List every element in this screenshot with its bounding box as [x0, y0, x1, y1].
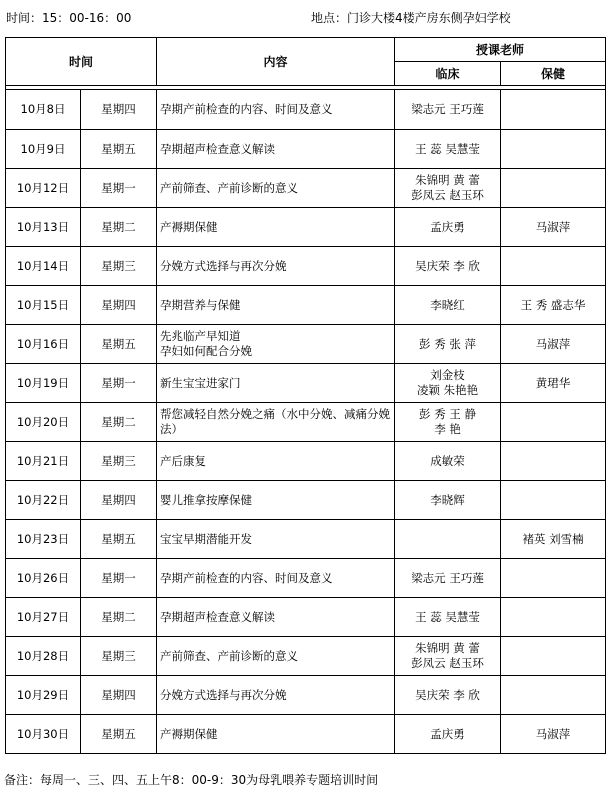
table-row	[6, 442, 606, 481]
clinical-teacher-cell: 吴庆荣 李 欣	[395, 247, 501, 286]
weekday-cell: 星期一	[81, 559, 157, 598]
content-cell: 产前筛查、产前诊断的意义	[157, 169, 395, 208]
clinical-teacher-cell: 彭 秀 王 静 李 艳	[395, 403, 501, 442]
table-row	[6, 286, 606, 325]
weekday-cell: 星期三	[81, 637, 157, 676]
weekday-cell: 星期二	[81, 403, 157, 442]
content-cell: 分娩方式选择与再次分娩	[157, 676, 395, 715]
care-teacher-cell	[501, 637, 606, 676]
table-row	[6, 637, 606, 676]
care-teacher-cell	[501, 559, 606, 598]
header-clinical: 临床	[395, 62, 501, 86]
schedule-time: 时间：15：00-16：00	[6, 11, 132, 25]
weekday-cell: 星期五	[81, 520, 157, 559]
weekday-cell: 星期四	[81, 286, 157, 325]
weekday-cell: 星期三	[81, 247, 157, 286]
weekday-cell: 星期一	[81, 364, 157, 403]
table-row	[6, 715, 606, 754]
weekday-cell: 星期四	[81, 676, 157, 715]
date-cell: 10月22日	[6, 481, 81, 520]
care-teacher-cell: 马淑萍	[501, 208, 606, 247]
weekday-cell: 星期二	[81, 598, 157, 637]
weekday-cell: 星期五	[81, 130, 157, 169]
date-cell: 10月26日	[6, 559, 81, 598]
weekday-cell: 星期三	[81, 442, 157, 481]
content-cell: 新生宝宝进家门	[157, 364, 395, 403]
weekday-cell: 星期一	[81, 169, 157, 208]
date-cell: 10月21日	[6, 442, 81, 481]
date-cell: 10月16日	[6, 325, 81, 364]
clinical-teacher-cell: 朱锦明 黄 蕾 彭凤云 赵玉环	[395, 637, 501, 676]
content-cell: 先兆临产早知道 孕妇如何配合分娩	[157, 325, 395, 364]
content-cell: 产褥期保健	[157, 715, 395, 754]
care-teacher-cell	[501, 598, 606, 637]
care-teacher-cell	[501, 130, 606, 169]
content-cell: 宝宝早期潜能开发	[157, 520, 395, 559]
care-teacher-cell	[501, 442, 606, 481]
course-schedule-table	[5, 37, 606, 754]
clinical-teacher-cell: 梁志元 王巧莲	[395, 559, 501, 598]
weekday-cell: 星期四	[81, 90, 157, 130]
care-teacher-cell: 马淑萍	[501, 325, 606, 364]
table-row	[6, 364, 606, 403]
table-row	[6, 403, 606, 442]
content-cell: 孕期产前检查的内容、时间及意义	[157, 90, 395, 130]
table-row	[6, 676, 606, 715]
date-cell: 10月9日	[6, 130, 81, 169]
clinical-teacher-cell: 成敏荣	[395, 442, 501, 481]
date-cell: 10月13日	[6, 208, 81, 247]
date-cell: 10月14日	[6, 247, 81, 286]
care-teacher-cell	[501, 676, 606, 715]
table-row	[6, 598, 606, 637]
weekday-cell: 星期四	[81, 481, 157, 520]
clinical-teacher-cell: 刘金枝 凌颖 朱艳艳	[395, 364, 501, 403]
clinical-teacher-cell	[395, 520, 501, 559]
table-row	[6, 90, 606, 130]
content-cell: 分娩方式选择与再次分娩	[157, 247, 395, 286]
schedule-body	[6, 86, 606, 754]
content-cell: 婴儿推拿按摩保健	[157, 481, 395, 520]
care-teacher-cell	[501, 403, 606, 442]
care-teacher-cell: 马淑萍	[501, 715, 606, 754]
content-cell: 产后康复	[157, 442, 395, 481]
clinical-teacher-cell: 彭 秀 张 萍	[395, 325, 501, 364]
content-cell: 产褥期保健	[157, 208, 395, 247]
content-cell: 孕期超声检查意义解读	[157, 598, 395, 637]
table-row	[6, 481, 606, 520]
table-row	[6, 130, 606, 169]
content-cell: 孕期超声检查意义解读	[157, 130, 395, 169]
date-cell: 10月20日	[6, 403, 81, 442]
care-teacher-cell	[501, 90, 606, 130]
care-teacher-cell: 黄珺华	[501, 364, 606, 403]
schedule-location: 地点：门诊大楼4楼产房东侧孕妇学校	[311, 11, 511, 25]
date-cell: 10月12日	[6, 169, 81, 208]
content-cell: 产前筛查、产前诊断的意义	[157, 637, 395, 676]
care-teacher-cell	[501, 169, 606, 208]
clinical-teacher-cell: 吴庆荣 李 欣	[395, 676, 501, 715]
care-teacher-cell: 王 秀 盛志华	[501, 286, 606, 325]
date-cell: 10月28日	[6, 637, 81, 676]
header-time: 时间	[6, 38, 157, 86]
clinical-teacher-cell: 朱锦明 黄 蕾 彭凤云 赵玉环	[395, 169, 501, 208]
content-cell: 孕期产前检查的内容、时间及意义	[157, 559, 395, 598]
weekday-cell: 星期五	[81, 325, 157, 364]
table-row	[6, 325, 606, 364]
clinical-teacher-cell: 孟庆勇	[395, 208, 501, 247]
header-content: 内容	[157, 38, 395, 86]
date-cell: 10月27日	[6, 598, 81, 637]
weekday-cell: 星期五	[81, 715, 157, 754]
date-cell: 10月15日	[6, 286, 81, 325]
content-cell: 帮您减轻自然分娩之痛（水中分娩、减痛分娩法）	[157, 403, 395, 442]
care-teacher-cell: 褚英 刘雪楠	[501, 520, 606, 559]
date-cell: 10月8日	[6, 90, 81, 130]
date-cell: 10月29日	[6, 676, 81, 715]
table-row	[6, 208, 606, 247]
date-cell: 10月23日	[6, 520, 81, 559]
clinical-teacher-cell: 梁志元 王巧莲	[395, 90, 501, 130]
table-row	[6, 520, 606, 559]
weekday-cell: 星期二	[81, 208, 157, 247]
clinical-teacher-cell: 孟庆勇	[395, 715, 501, 754]
table-row	[6, 169, 606, 208]
clinical-teacher-cell: 李晓辉	[395, 481, 501, 520]
header-teachers: 授课老师	[395, 38, 606, 62]
date-cell: 10月30日	[6, 715, 81, 754]
table-row	[6, 247, 606, 286]
date-cell: 10月19日	[6, 364, 81, 403]
table-row	[6, 559, 606, 598]
care-teacher-cell	[501, 247, 606, 286]
content-cell: 孕期营养与保健	[157, 286, 395, 325]
footnote: 备注：每周一、三、四、五上午8：00-9：30为母乳喂养专题培训时间	[4, 773, 379, 787]
clinical-teacher-cell: 王 蕊 吴慧莹	[395, 130, 501, 169]
clinical-teacher-cell: 李晓红	[395, 286, 501, 325]
header-care: 保健	[501, 62, 606, 86]
care-teacher-cell	[501, 481, 606, 520]
clinical-teacher-cell: 王 蕊 吴慧莹	[395, 598, 501, 637]
